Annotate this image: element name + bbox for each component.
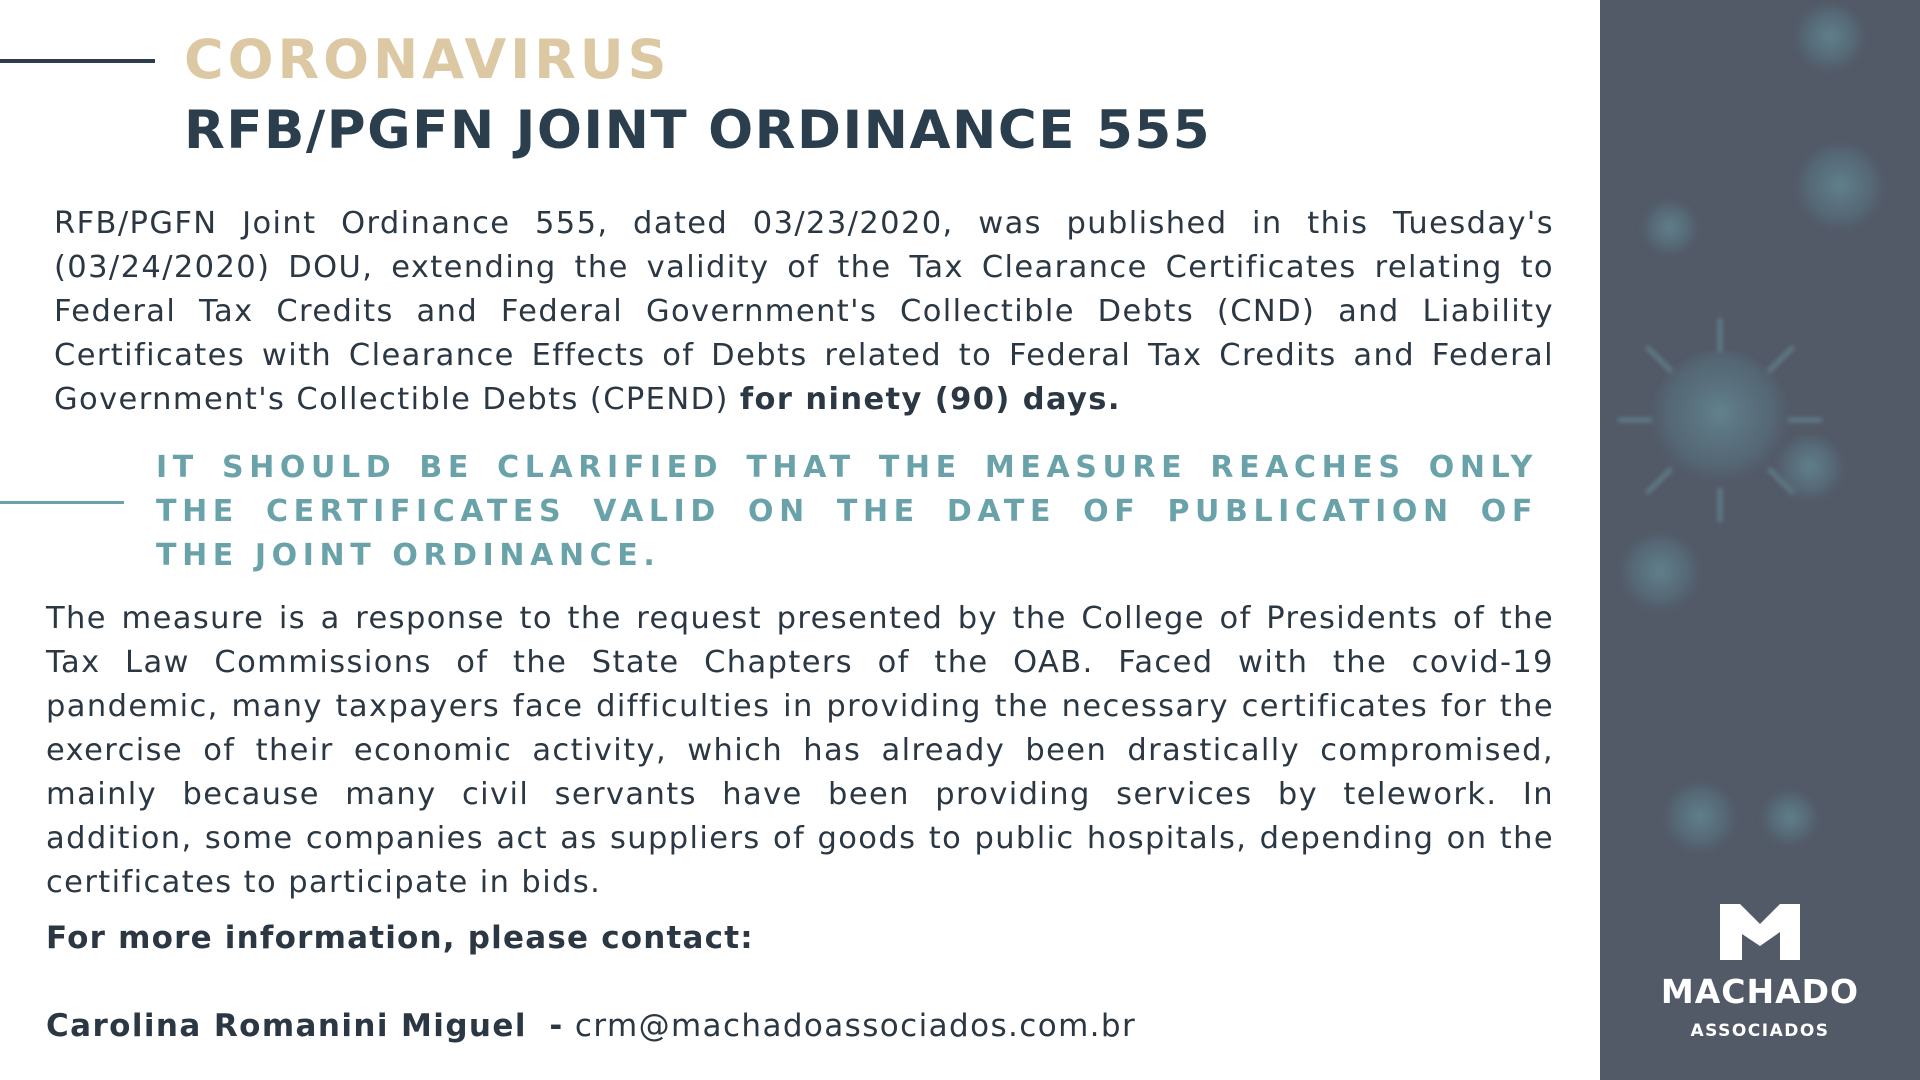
- callout-text: IT SHOULD BE CLARIFIED THAT THE MEASURE REACHES ONLY THE CERTIFICATES VALID ON THE DATE OF PUBLICATION OF THE JOINT ORDINANCE.: [156, 450, 1538, 573]
- machado-m-logo-icon: [1720, 904, 1800, 960]
- contact-line: [46, 1008, 1136, 1044]
- contact-name: Carolina Romanini Miguel: [46, 1008, 527, 1044]
- header-rule: [0, 59, 155, 63]
- intro-paragraph: [54, 202, 1554, 422]
- contact-separator: -: [549, 1008, 564, 1044]
- contact-heading: For more information, please contact:: [46, 920, 754, 956]
- body-paragraph: The measure is a response to the request presented by the College of Presidents of the Tax Law Commissions of the State Chapters of the OAB. Faced with the covid-19 pandemic, many taxpayers face difficulties in providing the necessary certificates for the exercise of their economic activity, which has already been drastically compromised, mainly because many civil servants have been providing services by telework. In addition, some companies act as suppliers of goods to public hospitals, depending on the certificates to participate in bids.: [46, 601, 1554, 900]
- brand-subtitle: ASSOCIADOS: [1690, 1021, 1830, 1041]
- contact-email-link[interactable]: crm@machadoassociados.com.br: [574, 1008, 1137, 1044]
- brand-name: MACHADO: [1660, 972, 1860, 1011]
- page-title: RFB/PGFN JOINT ORDINANCE 555: [184, 100, 1212, 161]
- intro-paragraph-text: RFB/PGFN Joint Ordinance 555, dated 03/23/2020, was published in this Tuesday's (03/24/2020) DOU, extending the validity of the Tax Clearance Certificates relating to Federal Tax Credits and Federal Government's Collectible Debts (CND) and Liability Certificates with Clearance Effects of Debts related to Federal Tax Credits and Federal Government's Collectible Debts (CPEND): [54, 206, 1554, 417]
- intro-paragraph-emphasis: for ninety (90) days.: [739, 382, 1121, 417]
- callout-rule: [0, 501, 124, 504]
- topic-kicker: CORONAVIRUS: [184, 28, 671, 91]
